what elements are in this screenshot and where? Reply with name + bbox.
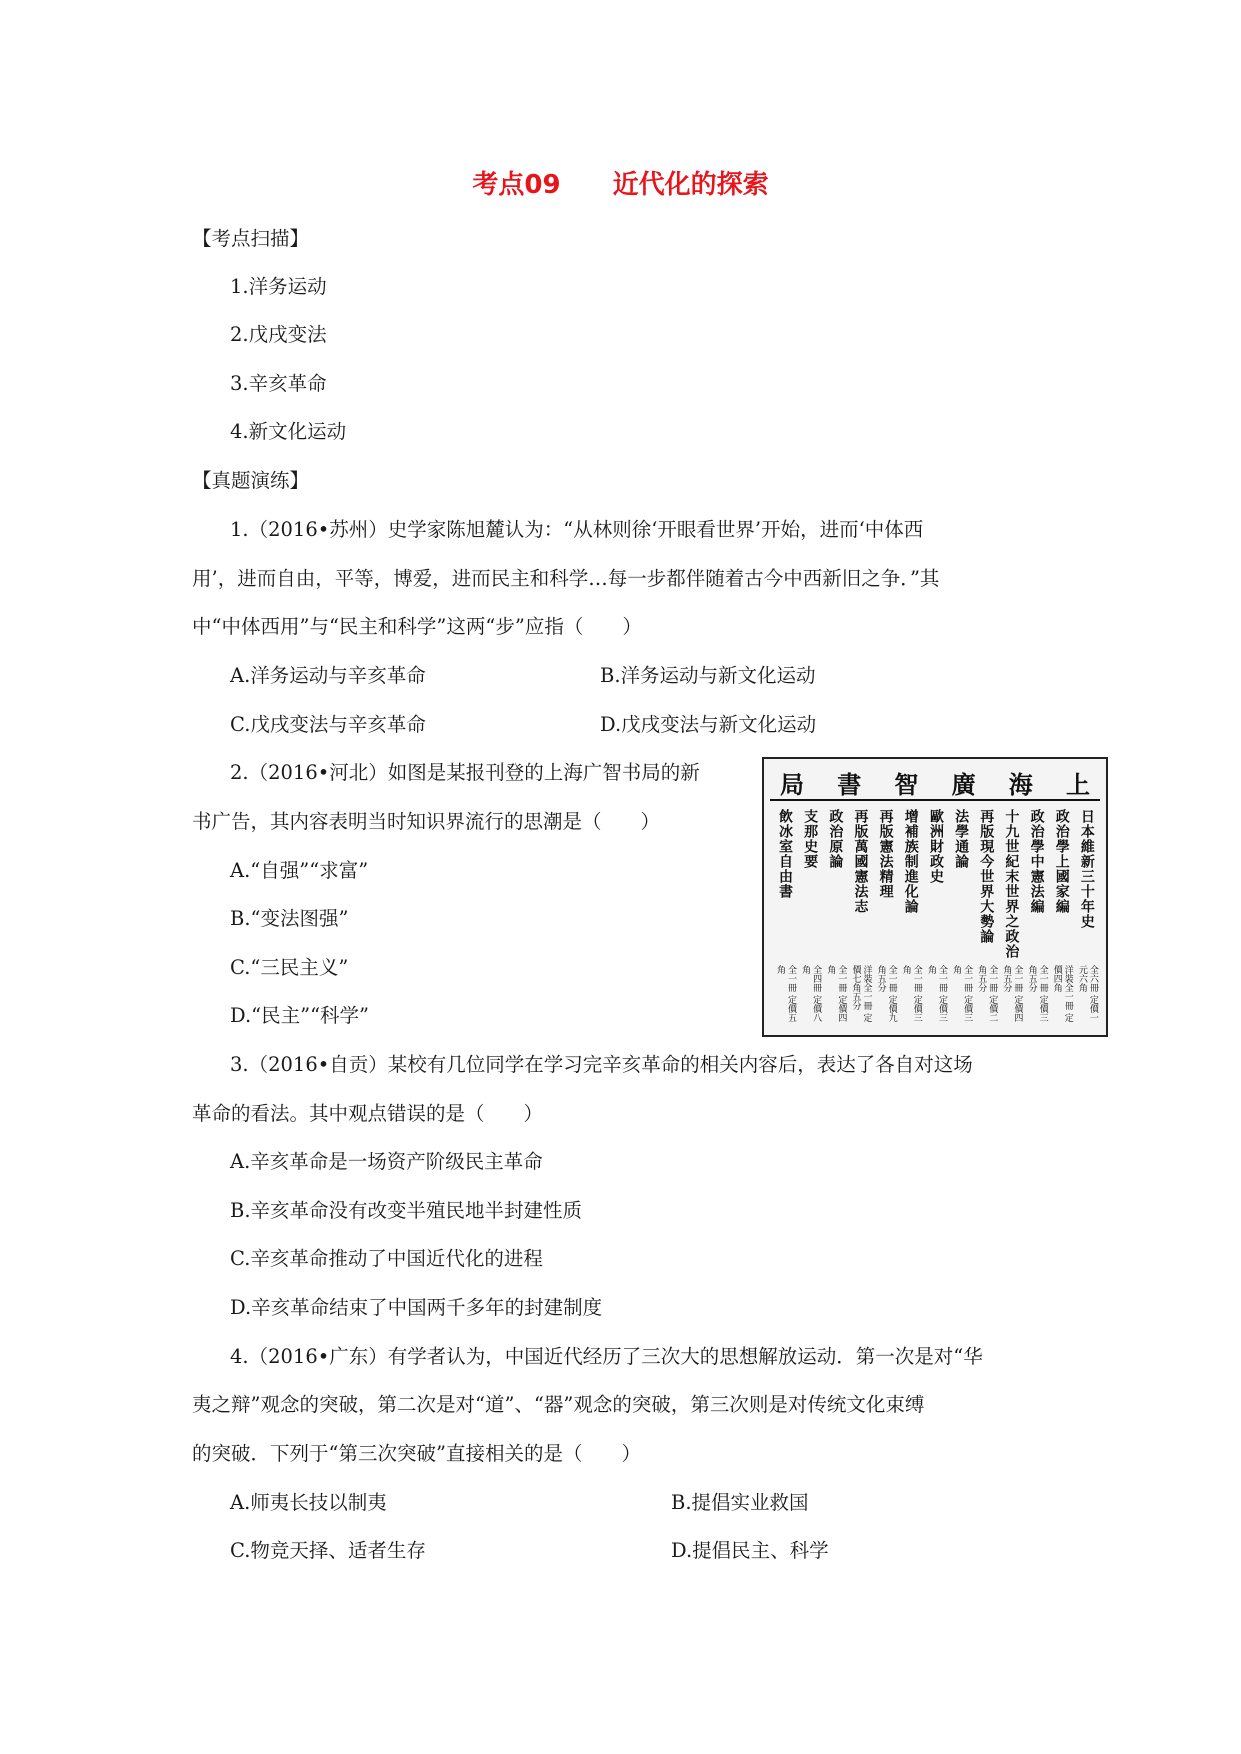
ad-book-price: 全一冊 定價九角五分: [875, 965, 897, 1022]
ad-book-title: 日本維新三十年史: [1078, 809, 1095, 929]
ad-book-title: 支那史要: [802, 809, 819, 869]
ad-book-column: [975, 807, 997, 1029]
ad-header-char: 廣: [951, 769, 976, 799]
q4-stem-line: 夷之辩”观念的突破，第二次是对“道”、“器”观念的突破，第三次则是对传统文化束缚: [192, 1393, 925, 1416]
ad-book-column: [774, 807, 796, 1029]
q1-stem-line: 用’，进而自由，平等，博爱，进而民主和科学…每一步都伴随着古今中西新旧之争．”其: [192, 567, 940, 590]
q4-option-b: B.提倡实业救国: [671, 1491, 809, 1514]
ad-book-column: [925, 807, 947, 1029]
q4-option-a: A.师夷长技以制夷: [230, 1491, 387, 1514]
q1-option-c: C.戊戌变法与辛亥革命: [230, 713, 426, 736]
q3-option-a: A.辛亥革命是一场资产阶级民主革命: [230, 1150, 543, 1173]
ad-book-price: 全一冊 定價四角: [825, 965, 847, 1022]
q2-option-a: A.“自强”“求富”: [230, 859, 369, 882]
q4-option-d: D.提倡民主、科学: [671, 1539, 829, 1562]
q1-stem-line: 中“中体西用”与“民主和科学”这两“步”应指（ ）: [192, 615, 642, 638]
topic-item: 3.辛亥革命: [230, 372, 327, 395]
section-heading-scan: 【考点扫描】: [192, 227, 310, 250]
ad-header-char: 書: [837, 769, 862, 799]
bookstore-advertisement-image: [762, 757, 1108, 1037]
ad-book-column: [1051, 807, 1073, 1029]
ad-book-price: 全一冊 定價三角: [925, 965, 947, 1022]
ad-book-title: 政治原論: [827, 809, 844, 869]
ad-book-price: 全一冊 定價三角五分: [1026, 965, 1048, 1022]
ad-book-price: 洋裝全一冊 定價七角五分: [850, 965, 872, 1022]
q3-option-b: B.辛亥革命没有改变半殖民地半封建性质: [230, 1199, 583, 1222]
ad-book-column: [799, 807, 821, 1029]
ad-book-price: 全一冊 定價五角: [775, 965, 796, 1022]
ad-book-price: 全一冊 定價三角: [900, 965, 922, 1022]
ad-book-price: 全一冊 定價四角五分: [1001, 965, 1023, 1022]
ad-book-title: 政治學中憲法編: [1028, 809, 1045, 914]
q4-option-c: C.物竞天择、适者生存: [230, 1539, 426, 1562]
q3-stem-line: 3.（2016•自贡）某校有几位同学在学习完辛亥革命的相关内容后，表达了各自对这场: [230, 1053, 973, 1076]
q1-option-a: A.洋务运动与辛亥革命: [230, 664, 426, 687]
q2-stem-line: 书广告，其内容表明当时知识界流行的思潮是（ ）: [192, 810, 661, 833]
q2-stem-line: 2.（2016•河北）如图是某报刊登的上海广智书局的新: [230, 761, 700, 784]
q1-option-d: D.戊戌变法与新文化运动: [600, 713, 817, 736]
ad-book-column: [1076, 807, 1098, 1029]
q2-option-d: D.“民主”“科学”: [230, 1004, 370, 1027]
ad-header-char: 海: [1008, 769, 1033, 799]
ad-book-column: [849, 807, 871, 1029]
ad-header-char: 智: [894, 769, 919, 799]
topic-item: 1.洋务运动: [230, 275, 327, 298]
q2-option-b: B.“变法图强”: [230, 907, 349, 930]
ad-book-column: [950, 807, 972, 1029]
topic-item: 2.戊戌变法: [230, 323, 327, 346]
ad-book-title: 法學通論: [953, 809, 970, 869]
q3-option-c: C.辛亥革命推动了中国近代化的进程: [230, 1247, 543, 1270]
ad-book-title: 再版憲法精理: [877, 809, 894, 899]
q2-option-c: C.“三民主义”: [230, 956, 349, 979]
topic-item: 4.新文化运动: [230, 420, 347, 443]
ad-book-title: 再版現今世界大勢論: [978, 809, 995, 944]
ad-book-title: 十九世紀末世界之政治: [1003, 809, 1020, 959]
ad-book-price: 全六冊 定價一元六角: [1076, 965, 1098, 1022]
ad-book-column: [824, 807, 846, 1029]
ad-book-price: 全一冊 定價三角: [951, 965, 973, 1022]
ad-book-column: [1026, 807, 1048, 1029]
ad-book-price: 全四冊 定價八角: [800, 965, 822, 1022]
ad-book-title: 飲冰室自由書: [777, 809, 793, 899]
ad-book-title: 增補族制進化論: [902, 809, 919, 914]
q3-stem-line: 革命的看法。其中观点错误的是（ ）: [192, 1102, 544, 1125]
ad-header-char: 上: [1065, 769, 1090, 799]
section-heading-practice: 【真题演练】: [192, 469, 310, 492]
q3-option-d: D.辛亥革命结束了中国两千多年的封建制度: [230, 1296, 603, 1319]
q4-stem-line: 的突破．下列于“第三次突破”直接相关的是（ ）: [192, 1442, 641, 1465]
page-title: 考点09 近代化的探索: [472, 170, 769, 200]
ad-book-column: [900, 807, 922, 1029]
ad-book-title: 政治學上國家編: [1053, 809, 1070, 914]
ad-book-price: 洋裝全一冊 定價四角: [1051, 965, 1073, 1022]
ad-book-column: [875, 807, 897, 1029]
q1-stem-line: 1.（2016•苏州）史学家陈旭麓认为：“从林则徐‘开眼看世界’开始，进而‘中体西: [230, 518, 924, 541]
ad-header: [770, 765, 1100, 801]
ad-book-column: [1000, 807, 1022, 1029]
q4-stem-line: 4.（2016•广东）有学者认为，中国近代经历了三次大的思想解放运动．第一次是对“华: [230, 1345, 983, 1368]
ad-book-list: [774, 807, 1098, 1029]
ad-header-char: 局: [780, 769, 804, 799]
q1-option-b: B.洋务运动与新文化运动: [600, 664, 816, 687]
ad-book-title: 再版萬國憲法志: [852, 809, 869, 914]
ad-book-price: 全一冊 定價二角五分: [976, 965, 998, 1022]
ad-book-title: 歐洲財政史: [927, 809, 944, 884]
